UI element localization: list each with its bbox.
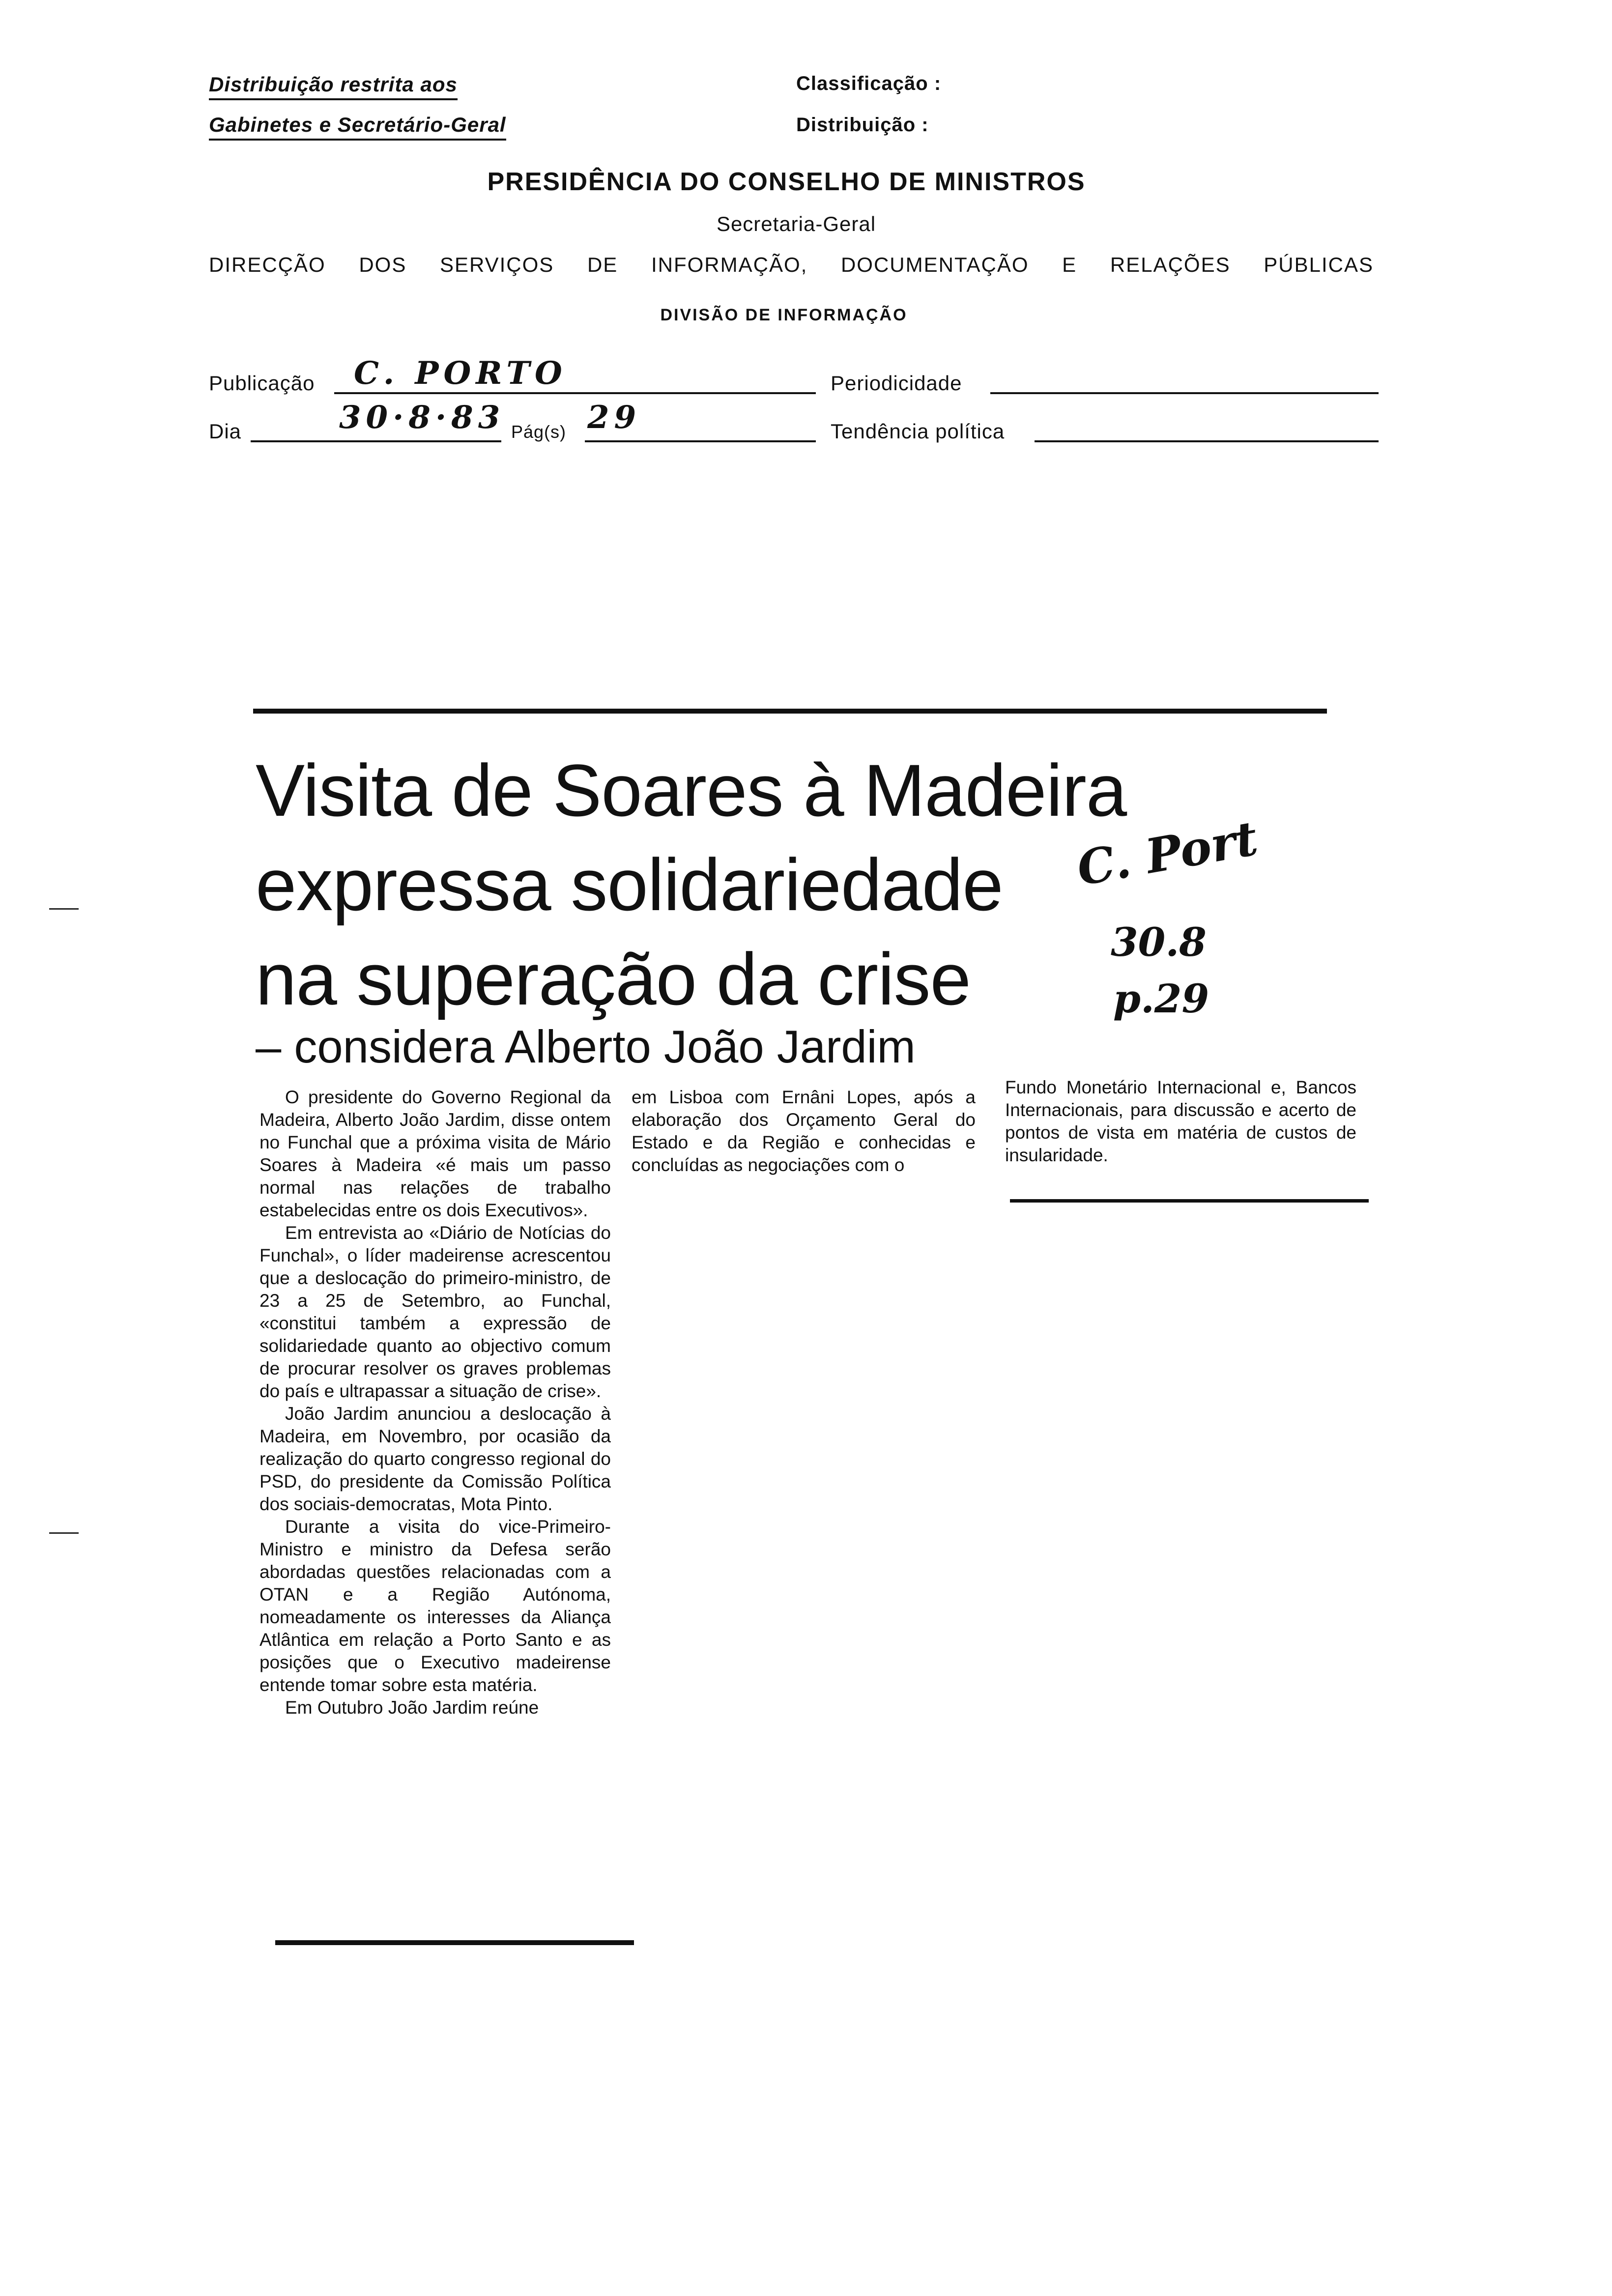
paragraph-6: em Lisboa com Ernâni Lopes, após a elaboração dos Orçamento Geral do Estado e da Região e conhecidas e concluídas as negociações com o [632,1087,976,1175]
paragraph-1: O presidente do Governo Regional da Madeira, Alberto João Jardim, disse ontem no Funchal que a próxima visita de Mário Soares à Madeira «é mais um passo normal nas relações de trabalho estabelecidas entre os dois Executivos». [259,1087,611,1220]
distribution-label: Distribuição : [796,114,929,136]
headline-line-1: Visita de Soares à Madeira [256,749,1127,832]
classification-label: Classificação : [796,73,942,94]
article-column-2 [632,1086,976,1177]
article-column-3 [1005,1076,1356,1167]
presidency-title: PRESIDÊNCIA DO CONSELHO DE MINISTROS [487,168,1086,196]
headline-line-2: expressa solidariedade [256,843,1003,926]
headline-line-3: na superação da crise [256,938,971,1020]
secretariat-title: Secretaria-Geral [716,212,876,235]
article-top-rule [253,709,1327,714]
paragraph-4: Durante a visita do vice-Primeiro-Ministro e ministro da Defesa serão abordadas questões relacionadas com a OTAN e a Região Autónoma, nomeadamente os interesses da Aliança Atlântica em relação a Porto Santo e as posições que o Executivo madeirense entende tomar sobre esta matéria. [259,1517,611,1695]
paragraph-5: Em Outubro João Jardim reúne [285,1697,539,1718]
scan-margin-mark [49,1532,79,1534]
column-3-bottom-rule [1010,1199,1369,1203]
handwritten-date-annotation: 30.8 [1111,919,1207,965]
day-label: Dia [209,420,242,443]
publication-handwritten: C. PORTO [354,355,567,392]
day-handwritten: 30·8·83 [339,399,505,436]
article-column-1 [259,1086,611,1719]
paragraph-2: Em entrevista ao «Diário de Notícias do Funchal», o líder madeirense acrescentou que a deslocação do primeiro-ministro, de 23 a 25 de Setembro, ao Funchal, «constitui também a expressão de solidariedade quanto ao objectivo comum de procurar resolver os graves problemas do país e ultrapassar a situação de crise». [259,1223,611,1401]
periodicity-label: Periodicidade [831,372,962,395]
scan-margin-mark [49,908,79,910]
pages-handwritten: 29 [587,399,641,436]
subheadline: – considera Alberto João Jardim [256,1021,916,1072]
publication-label: Publicação [209,372,315,395]
handwritten-source-annotation: C. Port [1073,810,1262,897]
periodicity-line [990,364,1379,394]
distribution-offices: Gabinetes e Secretário-Geral [209,113,506,141]
paragraph-7: Fundo Monetário Internacional e, Bancos Internacionais, para discussão e acerto de pontos de vista em matéria de custos de insularidade. [1005,1077,1356,1165]
pages-label: Pág(s) [511,422,567,442]
column-1-bottom-rule [275,1940,634,1945]
political-tendency-line [1035,412,1379,442]
directorate-title: DIRECÇÃO DOS SERVIÇOS DE INFORMAÇÃO, DOCUMENTAÇÃO E RELAÇÕES PÚBLICAS [209,253,1374,276]
political-tendency-label: Tendência política [831,420,1005,443]
distribution-restricted: Distribuição restrita aos [209,73,458,100]
paragraph-3: João Jardim anunciou a deslocação à Madeira, em Novembro, por ocasião da realização do quarto congresso regional do PSD, do presidente da Comissão Política dos sociais-democratas, Mota Pinto. [259,1404,611,1514]
division-title: DIVISÃO DE INFORMAÇÃO [660,306,908,324]
handwritten-page-annotation: p.29 [1113,976,1209,1022]
